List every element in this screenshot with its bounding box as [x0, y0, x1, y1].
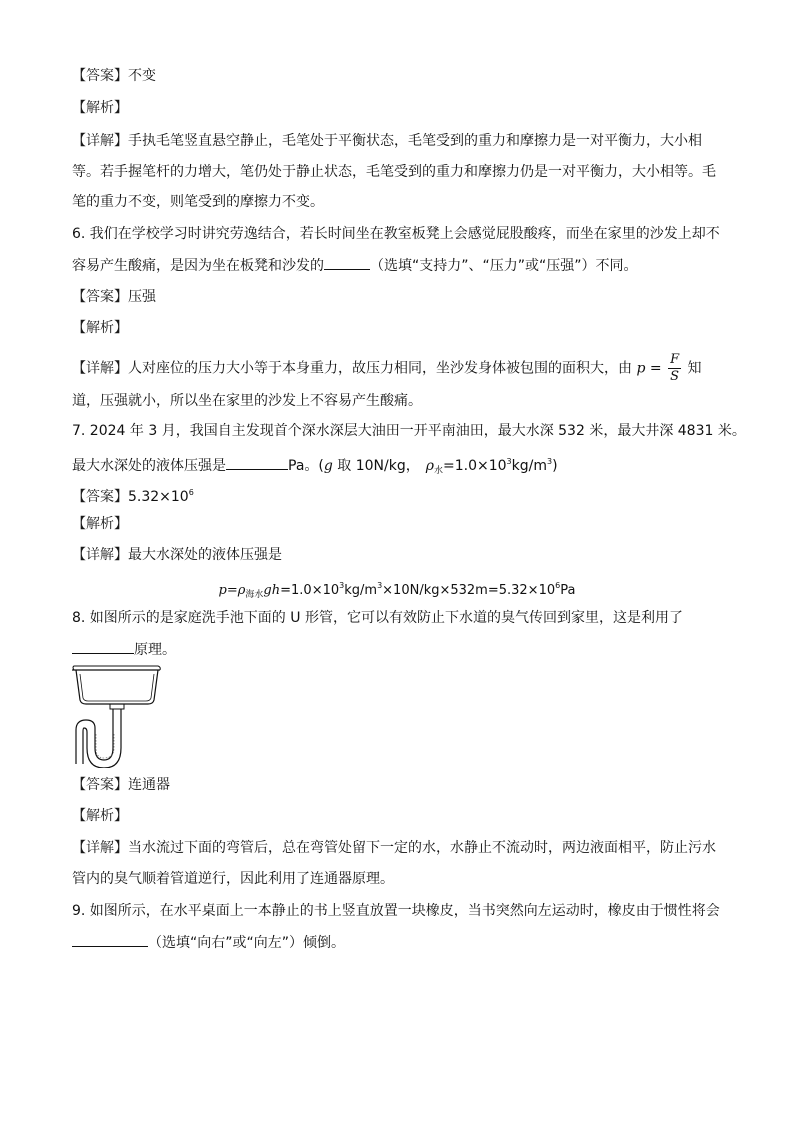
- eq-part-4: Pa: [560, 583, 576, 598]
- analysis-label: 【解析】: [72, 516, 128, 532]
- formula-p: p: [636, 360, 646, 377]
- detail-label: 【详解】: [72, 133, 128, 149]
- q7-question-text-2b: Pa。(: [288, 458, 324, 474]
- detail-label: 【详解】: [72, 840, 128, 856]
- water-level: [96, 734, 114, 758]
- q6-detail-line-2: 道，压强就小，所以坐在家里的沙发上不容易产生酸痛。: [72, 393, 422, 409]
- q7-question-text-2c: 取 10N/kg，: [332, 458, 420, 474]
- eq-part-2: kg/m: [344, 583, 378, 598]
- q8-question-line-2: [72, 639, 176, 660]
- sink-basin: [76, 670, 158, 704]
- q6-question-line-1: 6. 我们在学校学习时讲究劳逸结合，若长时间坐在教室板凳上会感觉屁股酸疼，而坐在家里的沙发上却不: [72, 226, 720, 242]
- q6-question-line-2: [72, 255, 638, 276]
- detail-label: 【详解】: [72, 547, 128, 563]
- q6-answer-blank: [324, 255, 370, 270]
- q6-analysis-line: [72, 318, 128, 338]
- q7-detail-line: [72, 545, 282, 565]
- eq-part-3: ×10N/kg×532m=5.32×10: [382, 583, 556, 598]
- analysis-label: 【解析】: [72, 100, 128, 116]
- sink-inner: [80, 674, 154, 701]
- q7-question-text-2d: =1.0×10: [442, 458, 507, 474]
- q5-detail-line-1: [72, 131, 702, 151]
- q7-question-line-2: [72, 452, 558, 481]
- q7-question-text-2a: 最大水深处的液体压强是: [72, 458, 226, 474]
- answer-label: 【答案】: [72, 777, 128, 793]
- q5-detail-line-3: 笔的重力不变，则笔受到的摩擦力不变。: [72, 194, 324, 210]
- sink-drain: [110, 704, 124, 709]
- q5-analysis-line: [72, 98, 128, 118]
- formula-numerator: F: [670, 352, 680, 367]
- q6-answer-line: [72, 287, 156, 307]
- formula-eq: =: [645, 360, 667, 377]
- q8-question-text-2: 原理。: [134, 642, 176, 658]
- q6-answer: 压强: [128, 289, 156, 305]
- formula-fraction: [668, 352, 681, 385]
- q8-detail-text-1: 当水流过下面的弯管后，总在弯管处留下一定的水，水静止不流动时，两边液面相平，防止污水: [128, 840, 716, 856]
- q9-question-line-1: 9. 如图所示，在水平桌面上一本静止的书上竖直放置一块橡皮，当书突然向左运动时，橡皮由于惯性将会: [72, 903, 720, 919]
- answer-label: 【答案】: [72, 489, 128, 505]
- q6-question-text-2b: （选填“支持力”、“压力”或“压强”）不同。: [370, 258, 638, 274]
- u-bend-outer: [76, 720, 113, 764]
- eq-exp-3: 6: [555, 581, 561, 590]
- q6-detail-line-1: [72, 352, 702, 385]
- q8-answer-line: [72, 775, 170, 795]
- detail-label: 【详解】: [72, 360, 128, 377]
- q7-detail-text: 最大水深处的液体压强是: [128, 547, 282, 563]
- answer-label: 【答案】: [72, 289, 128, 305]
- eq-g: g: [263, 583, 272, 598]
- q8-question-line-1: 8. 如图所示的是家庭洗手池下面的 U 形管，它可以有效防止下水道的臭气传回到家里，这是利用了: [72, 610, 683, 626]
- q8-analysis-line: [72, 806, 128, 826]
- analysis-label: 【解析】: [72, 320, 128, 336]
- q5-answer-line: [72, 66, 156, 86]
- q7-exp-1: 3: [506, 457, 512, 466]
- q7-equation: [0, 576, 794, 605]
- q8-answer-blank: [72, 639, 134, 654]
- eq-rho: =ρ: [226, 583, 246, 598]
- q7-question-text-2e: kg/m: [511, 458, 547, 474]
- q7-answer-exp: 6: [188, 488, 194, 497]
- q7-g-symbol: g: [323, 458, 333, 474]
- q7-analysis-line: [72, 514, 128, 534]
- q8-detail-line-2: 管内的臭气顺着管道逆行，因此利用了连通器原理。: [72, 871, 394, 887]
- eq-rho-subscript: 海水: [245, 590, 264, 600]
- q6-detail-text-1a: 人对座位的压力大小等于本身重力，故压力相同，坐沙发身体被包围的面积大，由: [128, 360, 632, 377]
- q7-answer-base: 5.32×10: [128, 489, 189, 505]
- sink-u-pipe-figure: [70, 664, 166, 768]
- answer-label: 【答案】: [72, 68, 128, 84]
- eq-part-1: =1.0×10: [280, 583, 340, 598]
- q8-answer: 连通器: [128, 777, 170, 793]
- q5-answer: 不变: [128, 68, 156, 84]
- formula-denominator: S: [670, 369, 680, 384]
- analysis-label: 【解析】: [72, 808, 128, 824]
- q6-detail-text-1b: 知: [687, 360, 702, 377]
- q9-question-text-2: （选填“向右”或“向左”）倾倒。: [148, 935, 346, 951]
- q7-rho-symbol: ρ: [425, 458, 434, 474]
- q7-answer-blank: [226, 455, 288, 470]
- q7-exp-2: 3: [546, 457, 553, 466]
- q6-question-text-2a: 容易产生酸痛，是因为坐在板凳和沙发的: [72, 258, 324, 274]
- eq-p: p: [218, 583, 227, 598]
- q5-detail-line-2: 等。若手握笔杆的力增大，笔仍处于静止状态，毛笔受到的重力和摩擦力仍是一对平衡力，大小相等。毛: [72, 164, 716, 180]
- eq-h: h: [271, 583, 281, 598]
- eq-exp-2: 3: [377, 581, 383, 590]
- eq-exp-1: 3: [339, 581, 345, 590]
- u-bend-inner: [83, 728, 121, 768]
- q5-detail-text-1: 手执毛笔竖直悬空静止，毛笔处于平衡状态，毛笔受到的重力和摩擦力是一对平衡力，大小相: [128, 133, 702, 149]
- q7-rho-subscript: 水: [433, 466, 443, 476]
- q8-detail-line-1: [72, 838, 716, 858]
- q7-question-text-2f: ): [552, 458, 558, 474]
- q7-answer-line: [72, 483, 194, 507]
- q9-answer-blank: [72, 932, 148, 947]
- q7-question-line-1: 7. 2024 年 3 月，我国自主发现首个深水深层大油田一开平南油田，最大水深 532 米，最大井深 4831 米。: [72, 423, 746, 439]
- q9-question-line-2: [72, 932, 345, 953]
